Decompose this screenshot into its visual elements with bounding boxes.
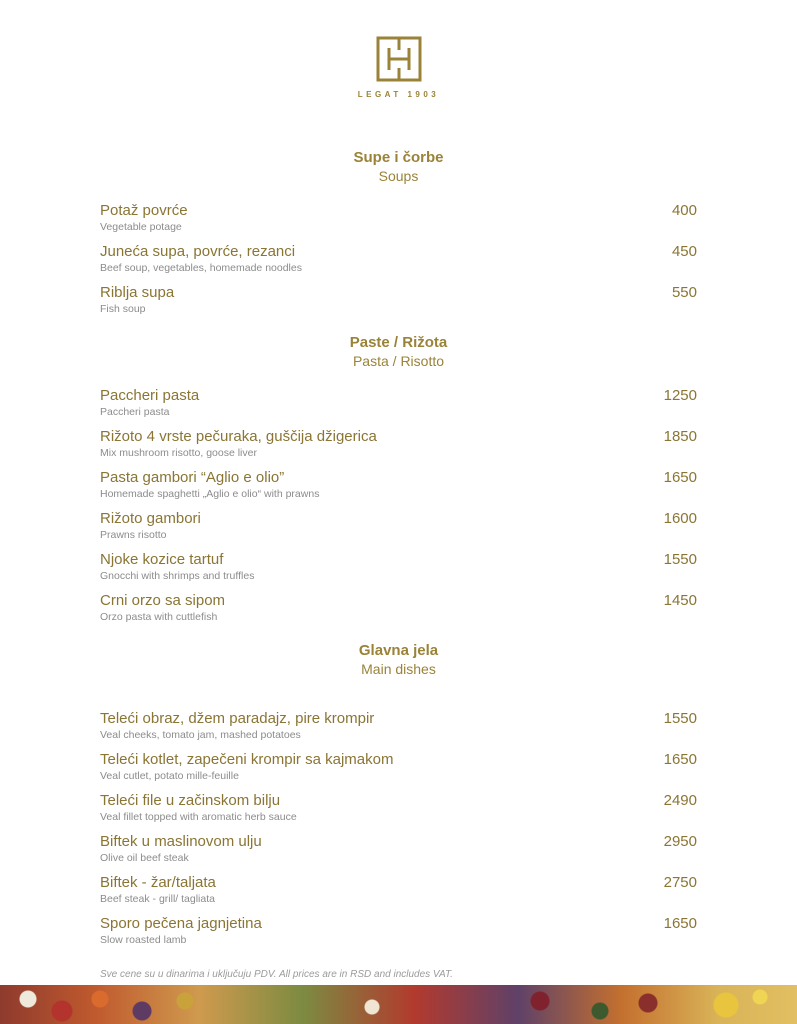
menu-section: [100, 642, 697, 947]
item-name-sr: Juneća supa, povrće, rezanci: [100, 243, 296, 260]
brand-name: LEGAT 1903: [357, 90, 440, 99]
item-price: 1650: [663, 469, 697, 486]
brand: [0, 0, 797, 99]
item-name-en: Gnocchi with shrimps and truffles: [100, 570, 255, 582]
item-name-sr: Teleći file u začinskom bilju: [100, 792, 281, 809]
menu-item: [100, 551, 697, 583]
item-text: [100, 510, 201, 542]
item-name-sr: Biftek - žar/taljata: [100, 874, 216, 891]
item-price: 1600: [663, 510, 697, 527]
menu-sections: [0, 149, 797, 947]
legat-monogram-icon: [0, 33, 797, 85]
item-name-en: Paccheri pasta: [100, 406, 170, 418]
footer-artwork: [0, 985, 797, 1024]
item-name-en: Veal fillet topped with aromatic herb sauce: [100, 811, 297, 823]
menu-item: [100, 387, 697, 419]
section-title-sr: Glavna jela: [358, 642, 439, 659]
item-name-en: Prawns risotto: [100, 529, 167, 541]
item-text: [100, 202, 188, 234]
section-title-en: Soups: [378, 168, 419, 184]
item-price: 1650: [663, 915, 697, 932]
menu-section: [100, 334, 697, 624]
item-price: 1550: [663, 551, 697, 568]
item-name-en: Fish soup: [100, 303, 146, 315]
item-text: [100, 751, 393, 783]
item-price: 450: [671, 243, 697, 260]
menu-item: [100, 510, 697, 542]
item-name-en: Vegetable potage: [100, 221, 182, 233]
menu-item: [100, 202, 697, 234]
item-name-en: Veal cutlet, potato mille-feuille: [100, 770, 239, 782]
item-name-sr: Teleći obraz, džem paradajz, pire krompir: [100, 710, 375, 727]
menu-item: [100, 915, 697, 947]
section-items: [100, 387, 697, 624]
item-name-en: Beef steak - grill/ tagliata: [100, 893, 215, 905]
item-text: [100, 284, 174, 316]
item-price: 550: [671, 284, 697, 301]
item-name-sr: Biftek u maslinovom ulju: [100, 833, 262, 850]
menu-item: [100, 469, 697, 501]
item-price: 1250: [663, 387, 697, 404]
item-price: 1550: [663, 710, 697, 727]
price-note: Sve cene su u dinarima i uključuju PDV. All prices are in RSD and includes VAT.: [100, 969, 453, 980]
item-text: [100, 592, 225, 624]
item-name-sr: Pasta gambori “Aglio e olio”: [100, 469, 285, 486]
item-name-en: Olive oil beef steak: [100, 852, 189, 864]
item-name-sr: Paccheri pasta: [100, 387, 200, 404]
item-name-sr: Sporo pečena jagnjetina: [100, 915, 262, 932]
item-text: [100, 915, 262, 947]
item-name-en: Slow roasted lamb: [100, 934, 187, 946]
item-name-sr: Njoke kozice tartuf: [100, 551, 224, 568]
menu-section: [100, 149, 697, 316]
item-price: 2750: [663, 874, 697, 891]
section-title-sr: Supe i čorbe: [353, 149, 444, 166]
item-name-sr: Potaž povrće: [100, 202, 188, 219]
item-name-sr: Riblja supa: [100, 284, 175, 301]
item-text: [100, 710, 374, 742]
item-price: 1850: [663, 428, 697, 445]
item-text: [100, 428, 377, 460]
item-name-en: Homemade spaghetti „Aglio e olio“ with prawns: [100, 488, 320, 500]
item-name-sr: Teleći kotlet, zapečeni krompir sa kajmakom: [100, 751, 394, 768]
item-text: [100, 833, 262, 865]
section-items: [100, 202, 697, 316]
item-price: 2950: [663, 833, 697, 850]
section-title-en: Main dishes: [361, 661, 436, 677]
menu-item: [100, 751, 697, 783]
menu-item: [100, 243, 697, 275]
menu-item: [100, 428, 697, 460]
menu-item: [100, 592, 697, 624]
menu-item: [100, 792, 697, 824]
menu-item: [100, 284, 697, 316]
item-name-sr: Rižoto gambori: [100, 510, 201, 527]
item-text: [100, 874, 216, 906]
item-name-sr: Crni orzo sa sipom: [100, 592, 226, 609]
item-text: [100, 792, 297, 824]
item-name-en: Beef soup, vegetables, homemade noodles: [100, 262, 302, 274]
menu-item: [100, 710, 697, 742]
item-name-sr: Rižoto 4 vrste pečuraka, guščija džigerica: [100, 428, 377, 445]
item-name-en: Orzo pasta with cuttlefish: [100, 611, 218, 623]
item-text: [100, 243, 302, 275]
section-title-en: Pasta / Risotto: [352, 353, 445, 369]
item-text: [100, 387, 199, 419]
menu-item: [100, 833, 697, 865]
item-name-en: Mix mushroom risotto, goose liver: [100, 447, 257, 459]
section-items: [100, 710, 697, 947]
menu-item: [100, 874, 697, 906]
item-price: 400: [671, 202, 697, 219]
item-name-en: Veal cheeks, tomato jam, mashed potatoes: [100, 729, 301, 741]
item-text: [100, 469, 319, 501]
item-price: 2490: [663, 792, 697, 809]
item-price: 1650: [663, 751, 697, 768]
section-title-sr: Paste / Rižota: [349, 334, 448, 351]
item-price: 1450: [663, 592, 697, 609]
item-text: [100, 551, 254, 583]
